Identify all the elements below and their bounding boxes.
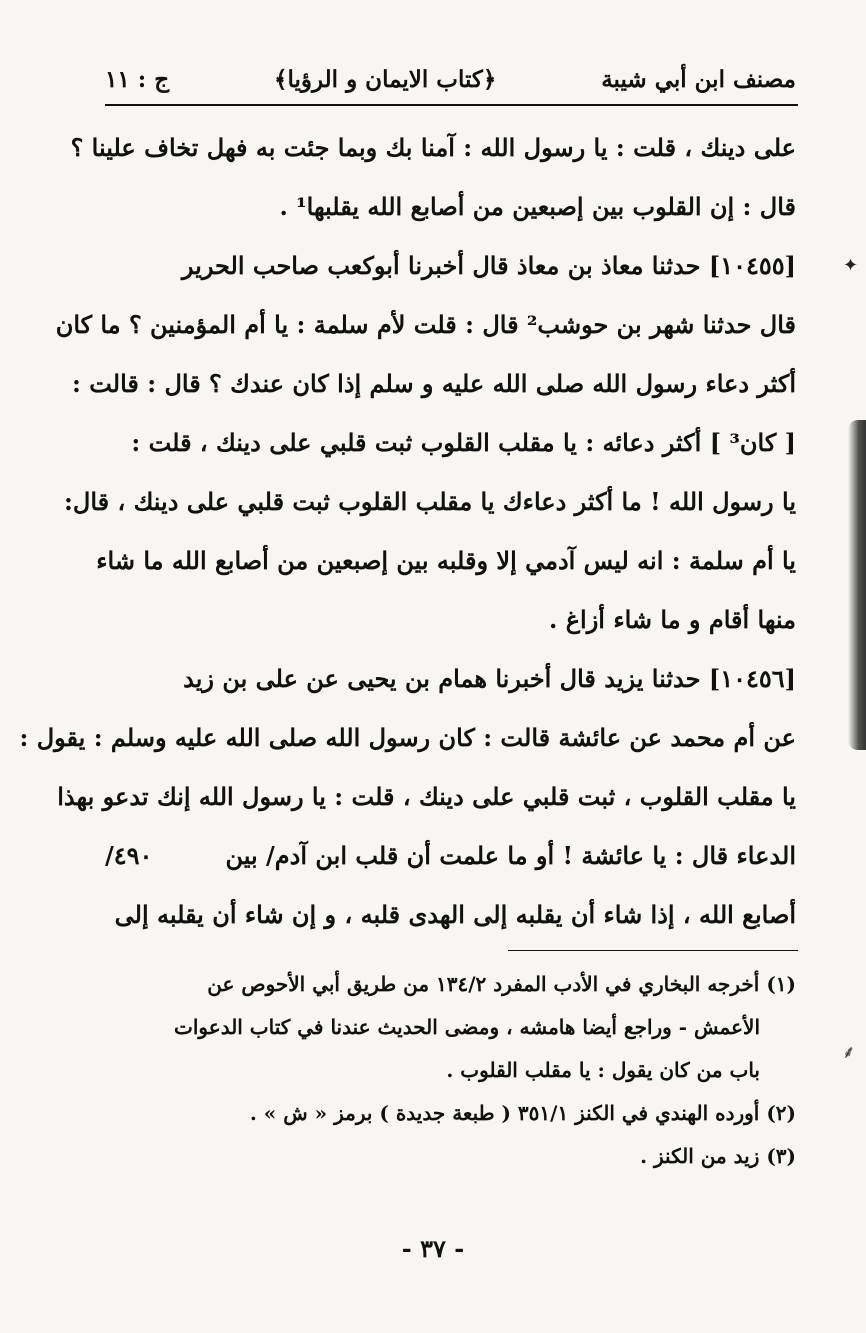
footnote-1-cont: الأعمش - وراجع أيضا هامشه ، ومضى الحديث عندنا في كتاب الدعوات xyxy=(174,1015,760,1039)
text-segment: الدعاء قال : يا عائشة ! أو ما علمت أن قلب ابن آدم/ بين xyxy=(225,841,796,870)
text-line: قال : إن القلوب بين إصبعين من أصابع الله يقلبها¹ . xyxy=(279,192,796,221)
header-rule xyxy=(105,104,798,106)
text-line: يا أم سلمة : انه ليس آدمي إلا وقلبه بين إصبعين من أصابع الله ما شاء xyxy=(96,546,796,575)
main-text xyxy=(19,126,796,952)
margin-mark-icon: ⸙ xyxy=(842,1042,856,1063)
text-line: يا رسول الله ! ما أكثر دعاءك يا مقلب القلوب ثبت قلبي على دينك ، قال: xyxy=(64,487,796,516)
margin-reference: ٤٩٠/ xyxy=(105,841,153,870)
text-line: أكثر دعاء رسول الله صلى الله عليه و سلم إذا كان عندك ؟ قال : قالت : xyxy=(72,369,796,398)
footnote-3: (٣) زيد من الكنز . xyxy=(640,1144,796,1168)
hadith-10456-start: [١٠٤٥٦] حدثنا يزيد قال أخبرنا همام بن يحيى عن على بن زيد xyxy=(183,664,796,693)
hadith-10455-start: [١٠٤٥٥] حدثنا معاذ بن معاذ قال أخبرنا أبوكعب صاحب الحرير xyxy=(181,251,796,280)
text-line: يا مقلب القلوب ، ثبت قلبي على دينك ، قلت : يا رسول الله إنك تدعو بهذا xyxy=(57,782,796,811)
text-line: قال حدثنا شهر بن حوشب² قال : قلت لأم سلمة : يا أم المؤمنين ؟ ما كان xyxy=(55,310,796,339)
page-number: - ٣٧ - xyxy=(401,1234,465,1263)
text-line: عن أم محمد عن عائشة قالت : كان رسول الله صلى الله عليه وسلم : يقول : xyxy=(19,723,796,752)
text-line: منها أقام و ما شاء أزاغ . xyxy=(549,605,796,634)
margin-mark-icon: ✦ xyxy=(843,255,859,276)
scan-edge-shadow xyxy=(848,420,866,750)
footnotes xyxy=(105,966,796,1181)
header-book-title: مصنف ابن أبي شيبة xyxy=(601,65,796,93)
text-line: [ كان³ ] أكثر دعائه : يا مقلب القلوب ثبت قلبي على دينك ، قلت : xyxy=(131,428,796,457)
footnote-rule xyxy=(508,950,798,951)
text-line: على دينك ، قلت : يا رسول الله : آمنا بك وبما جئت به فهل تخاف علينا ؟ xyxy=(70,133,796,162)
running-header xyxy=(105,58,796,100)
text-line-with-ref xyxy=(105,834,796,893)
footnote-2: (٢) أورده الهندي في الكنز ٣٥١/١ ( طبعة جديدة ) برمز « ش » . xyxy=(249,1101,796,1125)
text-line: أصابع الله ، إذا شاء أن يقلبه إلى الهدى قلبه ، و إن شاء أن يقلبه إلى xyxy=(114,900,796,929)
footnote-1-cont: باب من كان يقول : يا مقلب القلوب . xyxy=(446,1058,760,1082)
header-volume: ج : ١١ xyxy=(105,65,170,93)
header-chapter-title: ﴿كتاب الايمان و الرؤيا﴾ xyxy=(273,65,497,93)
footnote-1: (١) أخرجه البخاري في الأدب المفرد ١٣٤/٢ من طريق أبي الأحوص عن xyxy=(207,972,796,996)
